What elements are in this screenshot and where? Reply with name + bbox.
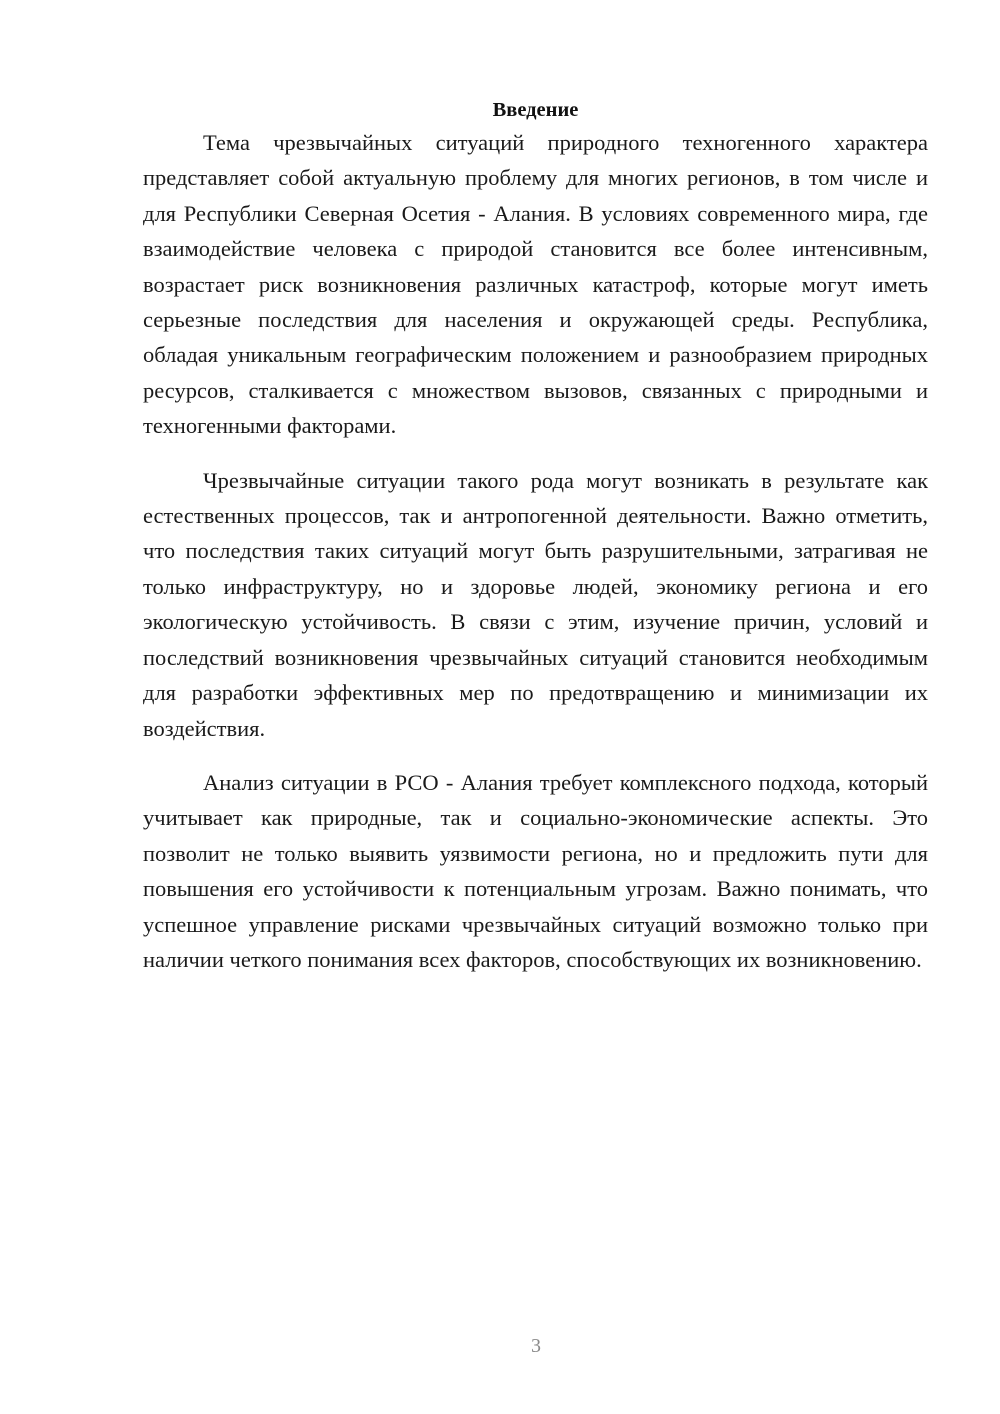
paragraph-2: Чрезвычайные ситуации такого рода могут возникать в результате как естественных процессов, так и антропогенной деятельности. Важно отметить, что последствия таких ситуаций могут быть разрушительными, затрагивая не только инфраструктуру, но и здоровье людей, экономику региона и его экологическую устойчивость. В связи с этим, изучение причин, условий и последствий возникновения чрезвычайных ситуаций становится необходимым для разработки эффективных мер по предотвращению и минимизации их воздействия. (143, 467, 928, 741)
section-heading: Введение (492, 99, 579, 121)
paragraph-1: Тема чрезвычайных ситуаций природного техногенного характера представляет собой актуальную проблему для многих регионов, в том числе и для Республики Северная Осетия - Алания. В условиях современного мира, где взаимодействие человека с природой становится все более интенсивным, возрастает риск возникновения различных катастроф, которые могут иметь серьезные последствия для населения и окружающей среды. Республика, обладая уникальным географическим положением и разнообразием природных ресурсов, сталкивается с множеством вызовов, связанных с природными и техногенными факторами. (143, 130, 928, 439)
page-number: 3 (531, 1335, 541, 1357)
page-content (143, 95, 928, 977)
paragraph-3: Анализ ситуации в РСО - Алания требует комплексного подхода, который учитывает как природные, так и социально-экономические аспекты. Это позволит не только выявить уязвимости региона, но и предложить пути для повышения его устойчивости к потенциальным угрозам. Важно понимать, что успешное управление рисками чрезвычайных ситуаций возможно только при наличии четкого понимания всех факторов, способствующих их возникновению. (143, 769, 928, 972)
